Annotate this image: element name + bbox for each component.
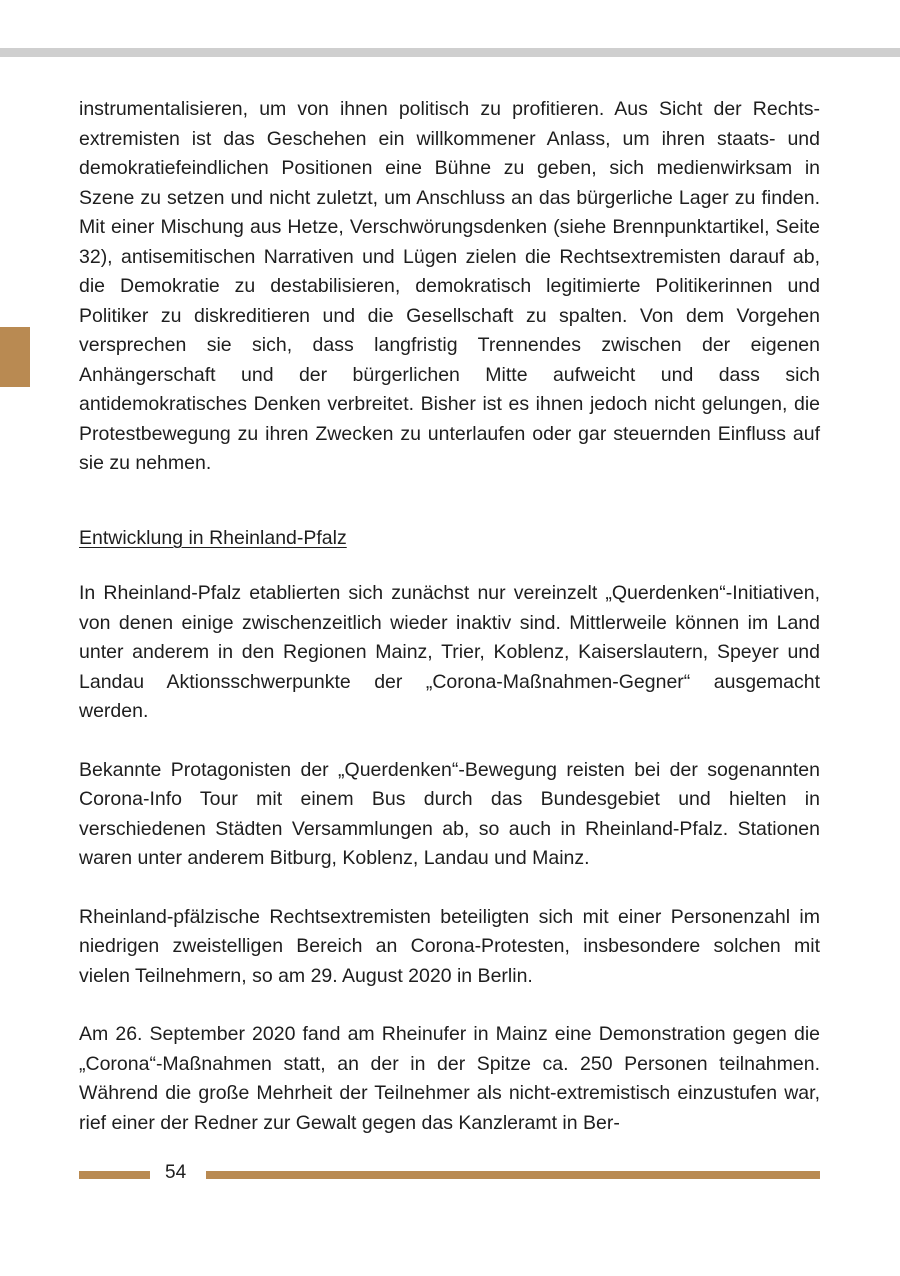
footer-rule-left <box>79 1171 150 1179</box>
top-divider <box>0 48 900 57</box>
body-paragraph: Am 26. September 2020 fand am Rheinufer in Mainz eine Demonstration gegen die „Corona“-Maßnahmen statt, an der in der Spitze ca. 250 Personen teilnahmen. Während die große Mehrheit der Teilnehmer als nicht-extremistisch einzustufen war, rief einer der Redner zur Gewalt gegen das Kanzleramt in Ber- <box>79 1023 820 1134</box>
body-paragraph: Bekannte Protagonisten der „Querdenken“-Bewegung reisten bei der sogenannten Corona-Info Tour mit einem Bus durch das Bundesgebiet und hielten in verschiedenen Städten Versammlungen ab, so auch in Rheinland-Pfalz. Stationen waren unter anderem Bitburg, Koblenz, Landau und Mainz. <box>79 758 820 869</box>
chapter-tab-marker <box>0 327 30 387</box>
body-paragraph: instrumentalisieren, um von ihnen politisch zu profitieren. Aus Sicht der Rechtsextremisten ist das Geschehen ein willkommener Anlass, um ihren staats- und demokratiefeindlichen Positionen eine Bühne zu geben, sich medienwirksam in Szene zu setzen und nicht zuletzt, um Anschluss an das bürgerliche Lager zu finden. Mit einer Mischung aus Hetze, Verschwörungsdenken (siehe Brennpunktartikel, Seite 32), antisemitischen Narrativen und Lügen zielen die Rechtsextremisten darauf ab, die Demokratie zu destabilisieren, demokratisch legitimierte Politikerinnen und Politiker zu diskreditieren und die Gesellschaft zu spalten. Von dem Vorgehen versprechen sie sich, dass langfristig Trennendes zwischen der eigenen Anhängerschaft und der bürgerlichen Mitte aufweicht und dass sich antidemokratisches Denken verbreitet. Bisher ist es ihnen jedoch nicht gelungen, die Protestbewegung zu ihren Zwecken zu unterlaufen oder gar steuernden Einfluss auf sie zu nehmen. <box>79 98 820 474</box>
footer-rule-right <box>206 1171 820 1179</box>
page-body <box>79 95 820 1138</box>
body-paragraph: In Rheinland-Pfalz etablierten sich zunächst nur vereinzelt „Querdenken“-Initiativen, von denen einige zwischenzeitlich wieder inaktiv sind. Mittlerweile können im Land unter anderem in den Regionen Mainz, Trier, Koblenz, Kaiserslautern, Speyer und Landau Aktionsschwerpunkte der „Corona-Maßnahmen-Gegner“ ausgemacht werden. <box>79 582 820 722</box>
section-heading: Entwicklung in Rheinland-Pfalz <box>79 526 347 549</box>
page-number: 54 <box>165 1162 187 1183</box>
page-footer <box>79 1161 820 1185</box>
body-paragraph: Rheinland-pfälzische Rechtsextremisten beteiligten sich mit einer Personenzahl im niedrigen zweistelligen Bereich an Corona-Protesten, insbesondere solchen mit vielen Teilnehmern, so am 29. August 2020 in Berlin. <box>79 905 820 987</box>
